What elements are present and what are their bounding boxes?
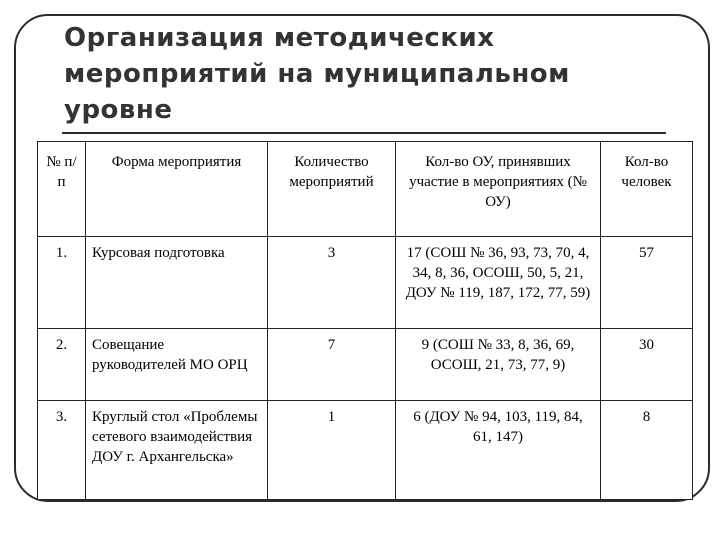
table-row (38, 401, 693, 500)
row-event-form: Совещание руководителей МО ОРЦ (86, 329, 268, 401)
row-schools: 9 (СОШ № 33, 8, 36, 69, ОСОШ, 21, 73, 77, 9) (396, 329, 601, 401)
row-number: 2. (38, 329, 86, 401)
row-event-form: Круглый стол «Проблемы сетевого взаимодействия ДОУ г. Архангельска» (86, 401, 268, 500)
row-event-count: 7 (268, 329, 396, 401)
table-row (38, 237, 693, 329)
header-event-form: Форма мероприятия (86, 142, 268, 237)
title-underline (62, 132, 666, 134)
row-people-count: 8 (601, 401, 693, 500)
row-schools: 6 (ДОУ № 94, 103, 119, 84, 61, 147) (396, 401, 601, 500)
row-number: 3. (38, 401, 86, 500)
table-row (38, 329, 693, 401)
row-event-count: 3 (268, 237, 396, 329)
table-header-row (38, 142, 693, 237)
header-people-count: Кол-во человек (601, 142, 693, 237)
row-people-count: 57 (601, 237, 693, 329)
row-schools: 17 (СОШ № 36, 93, 73, 70, 4, 34, 8, 36, ОСОШ, 50, 5, 21, ДОУ № 119, 187, 172, 77, 59) (396, 237, 601, 329)
row-event-count: 1 (268, 401, 396, 500)
row-people-count: 30 (601, 329, 693, 401)
header-schools-count: Кол-во ОУ, принявших участие в мероприятиях (№ ОУ) (396, 142, 601, 237)
slide-title: Организация методических мероприятий на муниципальном уровне (64, 23, 570, 125)
header-event-count: Количество мероприятий (268, 142, 396, 237)
header-number: № п/п (38, 142, 86, 237)
row-number: 1. (38, 237, 86, 329)
events-table (37, 141, 693, 500)
row-event-form: Курсовая подготовка (86, 237, 268, 329)
